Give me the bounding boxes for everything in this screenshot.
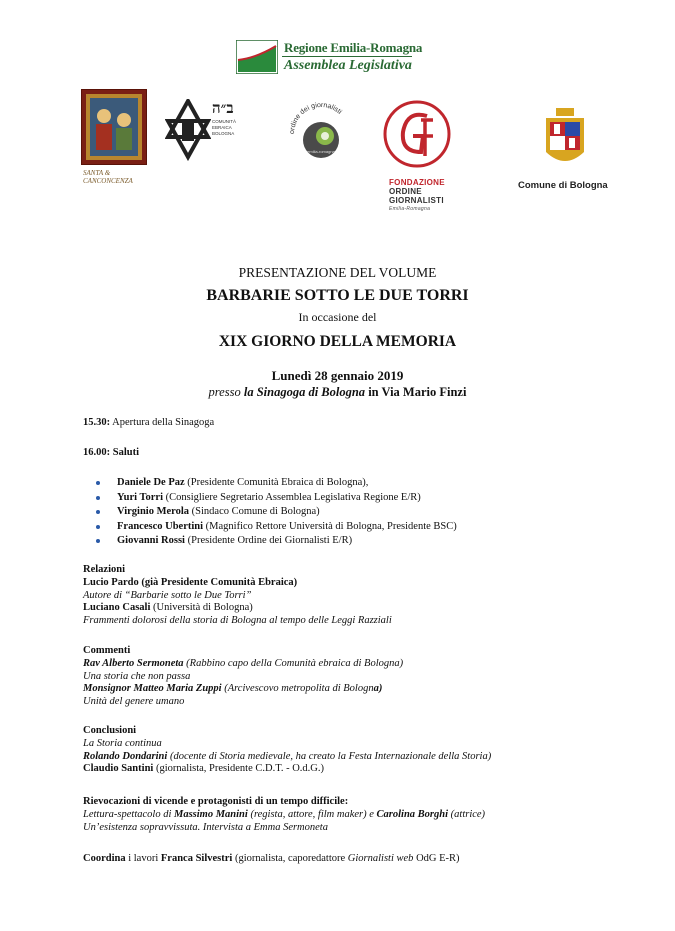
coordina-line bbox=[83, 853, 460, 866]
book-title: BARBARIE SOTTO LE DUE TORRI bbox=[206, 287, 469, 304]
saluti-time: 16.00: bbox=[83, 447, 111, 458]
saluti-text: Saluti bbox=[110, 447, 140, 458]
logo-line-regione: Regione Emilia-Romagna bbox=[284, 40, 423, 55]
speaker-name: Yuri Torri bbox=[117, 491, 163, 503]
place-venue: la Sinagoga di Bologna bbox=[243, 385, 366, 399]
ordine-giornalisti-logo bbox=[287, 100, 355, 168]
bullet-icon bbox=[96, 510, 100, 514]
rievocazioni-role-1: (regista, attore, film maker) e bbox=[247, 808, 377, 820]
fondazione-gf-icon bbox=[381, 100, 453, 172]
list-item bbox=[93, 534, 457, 549]
commenti-speaker-1: Rav Alberto Sermoneta bbox=[83, 657, 184, 669]
relazioni-speaker-2: Luciano Casali bbox=[83, 602, 151, 614]
comune-label: Comune di Bologna bbox=[518, 180, 608, 191]
commenti-role-2: (Arcivescovo metropolita di Bologn bbox=[221, 683, 374, 695]
conclusioni-role-1: (docente di Storia medievale, ha creato la Festa Internazionale della Storia) bbox=[167, 750, 492, 762]
occasione-text: In occasione del bbox=[298, 310, 377, 324]
conclusioni-speaker-2: Claudio Santini bbox=[83, 763, 154, 775]
speaker-role: (Consigliere Segretario Assemblea Legislativa Regione E/R) bbox=[163, 491, 421, 503]
rievocazioni-intro: Lettura-spettacolo di bbox=[83, 808, 174, 820]
star-of-david-icon bbox=[165, 99, 211, 161]
list-item bbox=[93, 476, 457, 491]
rievocazioni-heading: Rievocazioni di vicende e protagonisti di un tempo difficile: bbox=[83, 796, 349, 807]
presentazione-heading: PRESENTAZIONE DEL VOLUME bbox=[238, 265, 437, 280]
bullet-icon bbox=[96, 481, 100, 485]
fondazione-line3: GIORNALISTI bbox=[389, 196, 444, 205]
logo-line-assemblea: Assemblea Legislativa bbox=[284, 58, 412, 73]
relazioni-topic-2: Frammenti dolorosi della storia di Bologna al tempo delle Leggi Razziali bbox=[83, 615, 392, 627]
fondazione-text bbox=[389, 178, 445, 214]
apertura-text: Apertura della Sinagoga bbox=[110, 417, 215, 428]
ceb-hebrew-text: ב״ה bbox=[212, 101, 234, 117]
coordina-name: Franca Silvestri bbox=[160, 853, 233, 864]
event-place bbox=[0, 385, 675, 400]
conclusioni-topic: La Storia continua bbox=[83, 737, 162, 749]
event-date: Lunedì 28 gennaio 2019 bbox=[271, 368, 404, 383]
speaker-role: (Sindaco Comune di Bologna) bbox=[189, 506, 320, 517]
giorno-memoria-heading: XIX GIORNO DELLA MEMORIA bbox=[218, 333, 457, 350]
commenti-role-1: (Rabbino capo della Comunità ebraica di Bologna) bbox=[183, 657, 404, 669]
rievocazioni-section bbox=[83, 796, 485, 834]
relazioni-topic-1: Autore di “Barbarie sotto le Due Torri” bbox=[83, 589, 252, 601]
logo-divider bbox=[282, 56, 412, 57]
illuminated-painting-image bbox=[81, 89, 147, 165]
comunita-ebraica-logo bbox=[165, 99, 245, 161]
place-prefix: presso bbox=[208, 385, 244, 399]
commenti-section bbox=[83, 645, 403, 709]
rievocazioni-topic: Un’esistenza sopravvissuta. Intervista a Emma Sermoneta bbox=[83, 821, 328, 833]
relazioni-speaker-1: Lucio Pardo (già Presidente Comunità Ebraica) bbox=[83, 576, 298, 588]
speaker-role: (Presidente Ordine dei Giornalisti E/R) bbox=[184, 535, 353, 546]
speaker-role: (Presidente Comunità Ebraica di Bologna), bbox=[184, 477, 369, 488]
bullet-icon bbox=[96, 496, 100, 500]
speaker-role: (Magnifico Rettore Università di Bologna, Presidente BSC) bbox=[203, 520, 457, 532]
rievocazioni-performer-2: Carolina Borghi bbox=[376, 808, 449, 820]
coordina-text: i lavori bbox=[125, 853, 161, 864]
speaker-name: Virginio Merola bbox=[117, 506, 190, 517]
ceb-caption: COMUNITÀ EBRAICA BOLOGNA bbox=[212, 119, 236, 136]
saluti-line bbox=[83, 446, 139, 460]
relazioni-role-2: (Università di Bologna) bbox=[150, 602, 253, 614]
bologna-coat-of-arms-icon bbox=[512, 108, 620, 178]
conclusioni-speaker-1: Rolando Dondarini bbox=[83, 750, 168, 762]
commenti-topic-1: Una storia che non passa bbox=[83, 670, 191, 682]
relazioni-heading: Relazioni bbox=[83, 564, 125, 575]
fondazione-line4: Emilia-Romagna bbox=[389, 206, 431, 212]
coordina-publication: Giornalisti web bbox=[347, 853, 414, 864]
santa-canoscenza-logo bbox=[81, 89, 147, 201]
fondazione-ordine-logo bbox=[381, 100, 453, 212]
list-item bbox=[93, 505, 457, 520]
regione-flag-icon bbox=[236, 40, 278, 74]
conclusioni-section bbox=[83, 725, 491, 776]
speaker-name: Daniele De Paz bbox=[117, 477, 185, 488]
commenti-topic-2: Unità del genere umano bbox=[83, 696, 185, 708]
saluti-list bbox=[93, 476, 457, 549]
apertura-line bbox=[83, 416, 214, 430]
place-suffix: in Via Mario Finzi bbox=[365, 385, 467, 399]
fondazione-line2: ORDINE bbox=[389, 187, 422, 196]
santa-caption: SANTA & CANCONCENZA bbox=[83, 169, 133, 185]
rievocazioni-role-2: (attrice) bbox=[448, 808, 486, 820]
commenti-speaker-2: Monsignor Matteo Maria Zuppi bbox=[83, 683, 222, 695]
speaker-name: Francesco Ubertini bbox=[117, 520, 204, 532]
rievocazioni-performer-1: Massimo Manini bbox=[174, 808, 248, 820]
odg-inner-text: emilia-romagna bbox=[307, 149, 335, 154]
list-item bbox=[93, 520, 457, 535]
speaker-name: Giovanni Rossi bbox=[117, 535, 185, 546]
bullet-icon bbox=[96, 525, 100, 529]
coordina-role-end: OdG E-R) bbox=[413, 853, 460, 864]
bullet-icon bbox=[96, 539, 100, 543]
conclusioni-role-2: (giornalista, Presidente C.D.T. - O.d.G.) bbox=[153, 763, 325, 775]
relazioni-section bbox=[83, 564, 392, 628]
commenti-role-2-end: a) bbox=[373, 683, 383, 695]
coordina-label: Coordina bbox=[83, 853, 126, 864]
odg-ring-text: ordine dei giornalisti bbox=[288, 101, 343, 135]
conclusioni-heading: Conclusioni bbox=[83, 725, 137, 736]
coordina-role: (giornalista, caporedattore bbox=[232, 853, 348, 864]
regione-assemblea-logo bbox=[236, 38, 423, 78]
fondazione-line1: FONDAZIONE bbox=[389, 178, 445, 187]
apertura-time: 15.30: bbox=[83, 417, 111, 428]
comune-bologna-logo bbox=[512, 108, 620, 192]
commenti-heading: Commenti bbox=[83, 645, 131, 656]
list-item bbox=[93, 491, 457, 506]
